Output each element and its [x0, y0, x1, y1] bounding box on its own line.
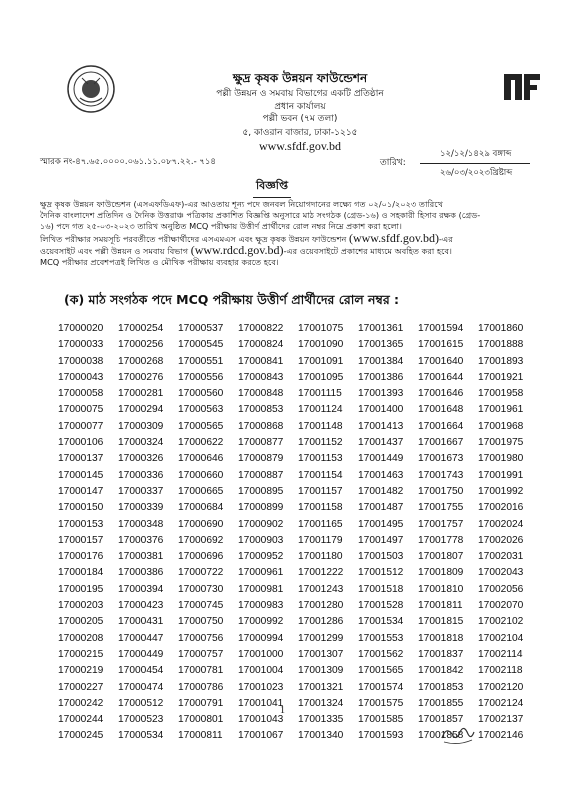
roll-number: 17000879 [238, 453, 284, 465]
table-row [55, 419, 535, 435]
roll-number: 17000348 [118, 518, 164, 530]
roll-number: 17002024 [478, 518, 524, 530]
roll-number-table [55, 321, 535, 745]
roll-number: 17001810 [418, 583, 464, 595]
roll-number: 17001384 [358, 355, 404, 367]
sfdf-logo-icon [502, 68, 542, 106]
table-row [55, 484, 535, 500]
roll-number: 17002118 [478, 665, 523, 677]
roll-number: 17001893 [478, 355, 524, 367]
notice-title: বিজ্ঞপ্তি [253, 177, 291, 198]
roll-number: 17002031 [478, 551, 524, 563]
roll-number: 17000722 [178, 567, 224, 579]
date-gregorian: ২৬/০৩/২০২৩খ্রিষ্টাব্দ [440, 168, 513, 178]
roll-number: 17001807 [418, 551, 464, 563]
roll-number: 17001067 [238, 730, 284, 742]
roll-number: 17000822 [238, 323, 284, 334]
roll-number: 17001980 [478, 453, 524, 465]
roll-number: 17000219 [58, 665, 104, 677]
roll-number: 17001615 [418, 339, 464, 351]
roll-number: 17000745 [178, 600, 224, 612]
notice-line: MCQ পরীক্ষার প্রবেশপত্রই লিখিত ও মৌখিক পরীক্ষায় ব্যবহার করতে হবে। [40, 257, 279, 268]
roll-number: 17000565 [178, 420, 224, 432]
roll-number: 17001090 [298, 339, 344, 351]
roll-number: 17000336 [118, 469, 164, 481]
roll-number: 17001958 [478, 388, 524, 400]
notice-text: ওয়েবসাইট এবং পল্লী উন্নয়ন ও সমবায় বিভাগ [40, 245, 189, 256]
roll-number: 17000038 [58, 355, 104, 367]
roll-number: 17000106 [58, 437, 104, 449]
roll-number: 17002124 [478, 697, 524, 709]
roll-number: 17000376 [118, 534, 164, 546]
roll-number: 17001667 [418, 437, 464, 449]
roll-number: 17001482 [358, 485, 404, 497]
roll-number: 17002120 [478, 681, 524, 693]
roll-number: 17000447 [118, 632, 164, 644]
roll-number: 17000994 [238, 632, 284, 644]
roll-number: 17000203 [58, 600, 104, 612]
roll-number: 17000895 [238, 485, 284, 497]
roll-number: 17000449 [118, 648, 164, 660]
notice-text: -এর [439, 233, 453, 244]
roll-number: 17001413 [358, 420, 404, 432]
table-row [55, 517, 535, 533]
roll-number: 17001968 [478, 420, 524, 432]
roll-number: 17000853 [238, 404, 284, 416]
roll-number: 17000750 [178, 616, 224, 628]
roll-number: 17001755 [418, 502, 464, 514]
roll-number: 17000537 [178, 323, 224, 334]
roll-number: 17001280 [298, 600, 344, 612]
roll-number: 17001593 [358, 730, 404, 742]
roll-number: 17001574 [358, 681, 404, 693]
roll-number: 17001222 [298, 567, 344, 579]
roll-number: 17000184 [58, 567, 104, 579]
roll-number: 17001497 [358, 534, 404, 546]
roll-number: 17000075 [58, 404, 104, 416]
roll-number: 17000690 [178, 518, 224, 530]
roll-number: 17000684 [178, 502, 224, 514]
roll-number: 17000877 [238, 437, 284, 449]
roll-number: 17001503 [358, 551, 404, 563]
roll-number: 17000145 [58, 469, 104, 481]
table-row [55, 402, 535, 418]
roll-number: 17001750 [418, 485, 464, 497]
roll-number: 17001340 [298, 730, 344, 742]
roll-number: 17002043 [478, 567, 524, 579]
roll-number: 17001855 [418, 697, 464, 709]
roll-number: 17000563 [178, 404, 224, 416]
roll-number: 17001180 [298, 551, 343, 563]
roll-number: 17001393 [358, 388, 404, 400]
roll-number: 17001673 [418, 453, 464, 465]
date-bangla: ১২/১২/১৪২৯ বঙ্গাব্দ [420, 147, 530, 164]
roll-number: 17001154 [298, 469, 343, 481]
roll-number: 17000215 [58, 648, 104, 660]
signature-icon [438, 720, 476, 748]
roll-number: 17000756 [178, 632, 224, 644]
roll-number: 17001361 [358, 323, 404, 334]
roll-number: 17001857 [418, 714, 464, 726]
roll-number: 17001000 [238, 648, 284, 660]
roll-number: 17001286 [298, 616, 344, 628]
roll-number: 17000961 [238, 567, 284, 579]
roll-number: 17000205 [58, 616, 104, 628]
roll-number: 17001095 [298, 371, 344, 383]
roll-number: 17001386 [358, 371, 404, 383]
roll-number: 17000791 [178, 697, 224, 709]
roll-number: 17000824 [238, 339, 284, 351]
roll-number: 17001575 [358, 697, 404, 709]
roll-number: 17000394 [118, 583, 164, 595]
date-block [420, 147, 530, 180]
section-heading: (ক) মাঠ সংগঠক পদে MCQ পরীক্ষায় উত্তীর্ণ প্রার্থীদের রোল নম্বর : [64, 292, 400, 307]
roll-number: 17000887 [238, 469, 284, 481]
roll-number: 17000208 [58, 632, 104, 644]
roll-number: 17000153 [58, 518, 104, 530]
roll-number: 17000899 [238, 502, 284, 514]
table-row [55, 337, 535, 353]
building-name: পল্লী ভবন (৭ম তলা) [262, 114, 338, 124]
roll-number: 17001449 [358, 453, 404, 465]
roll-number: 17000033 [58, 339, 104, 351]
roll-number: 17002146 [478, 730, 524, 742]
roll-number: 17002056 [478, 583, 524, 595]
roll-number: 17000781 [178, 665, 224, 677]
table-row [55, 647, 535, 663]
roll-number: 17000992 [238, 616, 284, 628]
roll-number: 17001463 [358, 469, 404, 481]
page-number: 1 [280, 705, 285, 716]
table-row [55, 468, 535, 484]
table-row [55, 696, 535, 712]
roll-number: 17000381 [118, 551, 164, 563]
roll-number: 17000512 [118, 697, 164, 709]
roll-number: 17001664 [418, 420, 464, 432]
roll-number: 17000560 [178, 388, 224, 400]
organization-subtitle: পল্লী উন্নয়ন ও সমবায় বিভাগের একটি প্রতিষ্ঠান [216, 89, 384, 99]
rdcd-website-link[interactable]: (www.rdcd.gov.bd) [190, 244, 284, 257]
roll-number: 17000902 [238, 518, 284, 530]
roll-number: 17001518 [358, 583, 404, 595]
roll-number: 17000268 [118, 355, 164, 367]
roll-number: 17000730 [178, 583, 224, 595]
table-row [55, 631, 535, 647]
roll-number: 17001365 [358, 339, 404, 351]
roll-number: 17001487 [358, 502, 404, 514]
roll-number: 17000801 [178, 714, 224, 726]
roll-number: 17001124 [298, 404, 343, 416]
roll-number: 17001975 [478, 437, 524, 449]
organization-name: ক্ষুদ্র কৃষক উন্নয়ন ফাউন্ডেশন [232, 71, 368, 85]
roll-number: 17002016 [478, 502, 524, 514]
table-row [55, 533, 535, 549]
roll-number: 17000309 [118, 420, 164, 432]
roll-number: 17000848 [238, 388, 284, 400]
roll-number: 17001043 [238, 714, 284, 726]
roll-number: 17001921 [478, 371, 524, 383]
roll-number: 17001992 [478, 485, 524, 497]
organization-address: ৫, কাওরান বাজার, ঢাকা-১২১৫ [242, 128, 358, 138]
table-row [55, 582, 535, 598]
roll-number: 17000020 [58, 323, 104, 334]
government-seal-icon [66, 64, 116, 114]
roll-number: 17000981 [238, 583, 284, 595]
table-row [55, 614, 535, 630]
table-row [55, 549, 535, 565]
roll-number: 17000454 [118, 665, 164, 677]
roll-number: 17000339 [118, 502, 164, 514]
roll-number: 17001321 [298, 681, 344, 693]
roll-number: 17000545 [178, 339, 224, 351]
roll-number: 17000665 [178, 485, 224, 497]
roll-number: 17001091 [298, 355, 344, 367]
roll-number: 17000952 [238, 551, 284, 563]
roll-number: 17001837 [418, 648, 464, 660]
roll-number: 17000077 [58, 420, 104, 432]
roll-number: 17000696 [178, 551, 224, 563]
table-row [55, 354, 535, 370]
table-row [55, 500, 535, 516]
roll-number: 17001815 [418, 616, 464, 628]
roll-number: 17000244 [58, 714, 104, 726]
roll-number: 17000242 [58, 697, 104, 709]
roll-number: 17001585 [358, 714, 404, 726]
roll-number: 17001309 [298, 665, 344, 677]
roll-number: 17002102 [478, 616, 524, 628]
roll-number: 17001778 [418, 534, 464, 546]
notice-line: দৈনিক বাংলাদেশ প্রতিদিন ও দৈনিক উত্তরাঞ্চ পত্রিকায় প্রকাশিত বিজ্ঞপ্তি অনুসারে মাঠ সংগঠক (গ্রেড-১৬) ও সহকারী হিসাব রক্ষক (গ্রেড- [40, 210, 481, 221]
roll-number: 17001842 [418, 665, 464, 677]
roll-number: 17000431 [118, 616, 164, 628]
roll-number: 17001041 [238, 697, 284, 709]
roll-number: 17000534 [118, 730, 164, 742]
roll-number: 17000423 [118, 600, 164, 612]
roll-number: 17001818 [418, 632, 464, 644]
notice-line: ক্ষুদ্র কৃষক উন্নয়ন ফাউন্ডেশন (এসএফডিএফ)-এর আওতায় শূন্য পদে জনবল নিয়োগদানের লক্ষ্যে গত ০২/০১/২০২৩ তারিখে [40, 199, 443, 209]
roll-number: 17000786 [178, 681, 224, 693]
roll-number: 17002026 [478, 534, 524, 546]
roll-number: 17000523 [118, 714, 164, 726]
roll-number: 17000660 [178, 469, 224, 481]
roll-number: 17001512 [358, 567, 404, 579]
roll-number: 17000983 [238, 600, 284, 612]
roll-number: 17001860 [478, 323, 524, 334]
roll-number: 17001153 [298, 453, 343, 465]
organization-website: www.sfdf.gov.bd [258, 139, 342, 153]
roll-number: 17000147 [58, 485, 104, 497]
roll-number: 17001757 [418, 518, 464, 530]
roll-number: 17002104 [478, 632, 524, 644]
roll-number: 17000058 [58, 388, 104, 400]
roll-number: 17001648 [418, 404, 464, 416]
roll-number: 17001152 [298, 437, 343, 449]
roll-number: 17001400 [358, 404, 404, 416]
notice-text: -এর ওয়েবসাইটে প্রকাশের মাধ্যমে অবহিত করা হবে। [283, 245, 452, 256]
roll-number: 17000150 [58, 502, 104, 514]
roll-number: 17001565 [358, 665, 404, 677]
roll-number: 17000254 [118, 323, 164, 334]
roll-number: 17001811 [418, 600, 463, 612]
roll-number: 17001299 [298, 632, 344, 644]
roll-number: 17000245 [58, 730, 104, 742]
roll-number: 17001437 [358, 437, 404, 449]
roll-number: 17000043 [58, 371, 104, 383]
roll-number: 17000551 [178, 355, 224, 367]
roll-number: 17000843 [238, 371, 284, 383]
table-row [55, 598, 535, 614]
roll-number: 17000622 [178, 437, 224, 449]
roll-number: 17000157 [58, 534, 104, 546]
roll-number: 17002114 [478, 648, 523, 660]
table-row [55, 435, 535, 451]
notice-line [40, 245, 544, 257]
table-row [55, 386, 535, 402]
roll-number: 17000386 [118, 567, 164, 579]
roll-number: 17001115 [298, 388, 342, 400]
roll-number: 17000176 [58, 551, 104, 563]
roll-number: 17001853 [418, 681, 464, 693]
table-row [55, 370, 535, 386]
roll-number: 17000256 [118, 339, 164, 351]
table-row [55, 663, 535, 679]
roll-number: 17000903 [238, 534, 284, 546]
roll-number: 17000556 [178, 371, 224, 383]
roll-number: 17002070 [478, 600, 524, 612]
roll-number: 17002137 [478, 714, 524, 726]
roll-number: 17001165 [298, 518, 343, 530]
roll-number: 17001562 [358, 648, 404, 660]
roll-number: 17001961 [478, 404, 524, 416]
notice-line: ১৬) পদে গত ২৫-০৩-২০২৩ তারিখ অনুষ্ঠিত MCQ পরীক্ষায় উত্তীর্ণ প্রার্থীদের রোল নম্বর নিম্নে প্রকাশ করা হলো। [40, 221, 402, 232]
roll-number: 17001023 [238, 681, 284, 693]
roll-number: 17001495 [358, 518, 404, 530]
roll-number: 17001644 [418, 371, 464, 383]
roll-number: 17001004 [238, 665, 284, 677]
roll-number: 17001594 [418, 323, 464, 334]
roll-number: 17000227 [58, 681, 104, 693]
office-name: প্রধান কার্যালয় [274, 102, 326, 112]
roll-number: 17001335 [298, 714, 344, 726]
sfdf-website-link[interactable]: (www.sfdf.gov.bd) [348, 232, 440, 245]
table-row [55, 565, 535, 581]
roll-number: 17001307 [298, 648, 344, 660]
roll-number: 17000281 [118, 388, 164, 400]
roll-number: 17001646 [418, 388, 464, 400]
notice-line [40, 233, 544, 245]
roll-number: 17000868 [238, 420, 284, 432]
date-label: তারিখ: [380, 158, 406, 168]
roll-number: 17000324 [118, 437, 164, 449]
roll-number: 17000337 [118, 485, 164, 497]
roll-number: 17001324 [298, 697, 344, 709]
roll-number: 17000276 [118, 371, 164, 383]
roll-number: 17000294 [118, 404, 164, 416]
roll-number: 17001158 [298, 502, 343, 514]
table-row [55, 680, 535, 696]
roll-number: 17001809 [418, 567, 464, 579]
roll-number: 17000692 [178, 534, 224, 546]
notice-text: লিখিত পরীক্ষার সময়সূচি পরবর্তীতে পরীক্ষার্থীদের এসএমএস এবং ক্ষুদ্র কৃষক উন্নয়ন ফাউন্ডেশন [40, 233, 347, 244]
table-row [55, 451, 535, 467]
roll-number: 17001534 [358, 616, 404, 628]
roll-number: 17001743 [418, 469, 464, 481]
roll-number: 17000137 [58, 453, 104, 465]
roll-number: 17000757 [178, 648, 224, 660]
roll-number: 17001991 [478, 469, 524, 481]
notice-body [40, 199, 544, 268]
roll-number: 17001075 [298, 323, 344, 334]
roll-number: 17000646 [178, 453, 224, 465]
roll-number: 17001553 [358, 632, 404, 644]
roll-number: 17001640 [418, 355, 464, 367]
roll-number: 17001148 [298, 420, 343, 432]
roll-number: 17001157 [298, 485, 343, 497]
roll-number: 17000811 [178, 730, 223, 742]
roll-number: 17001179 [298, 534, 343, 546]
roll-number: 17000841 [238, 355, 284, 367]
roll-number: 17000326 [118, 453, 164, 465]
memo-number: স্মারক নং-৪৭.৬৫.০০০০.০৬১.১১.০৮৭.২২.- ৭১৪ [40, 157, 216, 167]
roll-number: 17001528 [358, 600, 404, 612]
roll-number: 17001243 [298, 583, 344, 595]
roll-number: 17001858 [418, 730, 464, 742]
roll-number: 17001888 [478, 339, 524, 351]
roll-number: 17000195 [58, 583, 104, 595]
roll-number: 17000474 [118, 681, 164, 693]
table-row [55, 321, 535, 337]
